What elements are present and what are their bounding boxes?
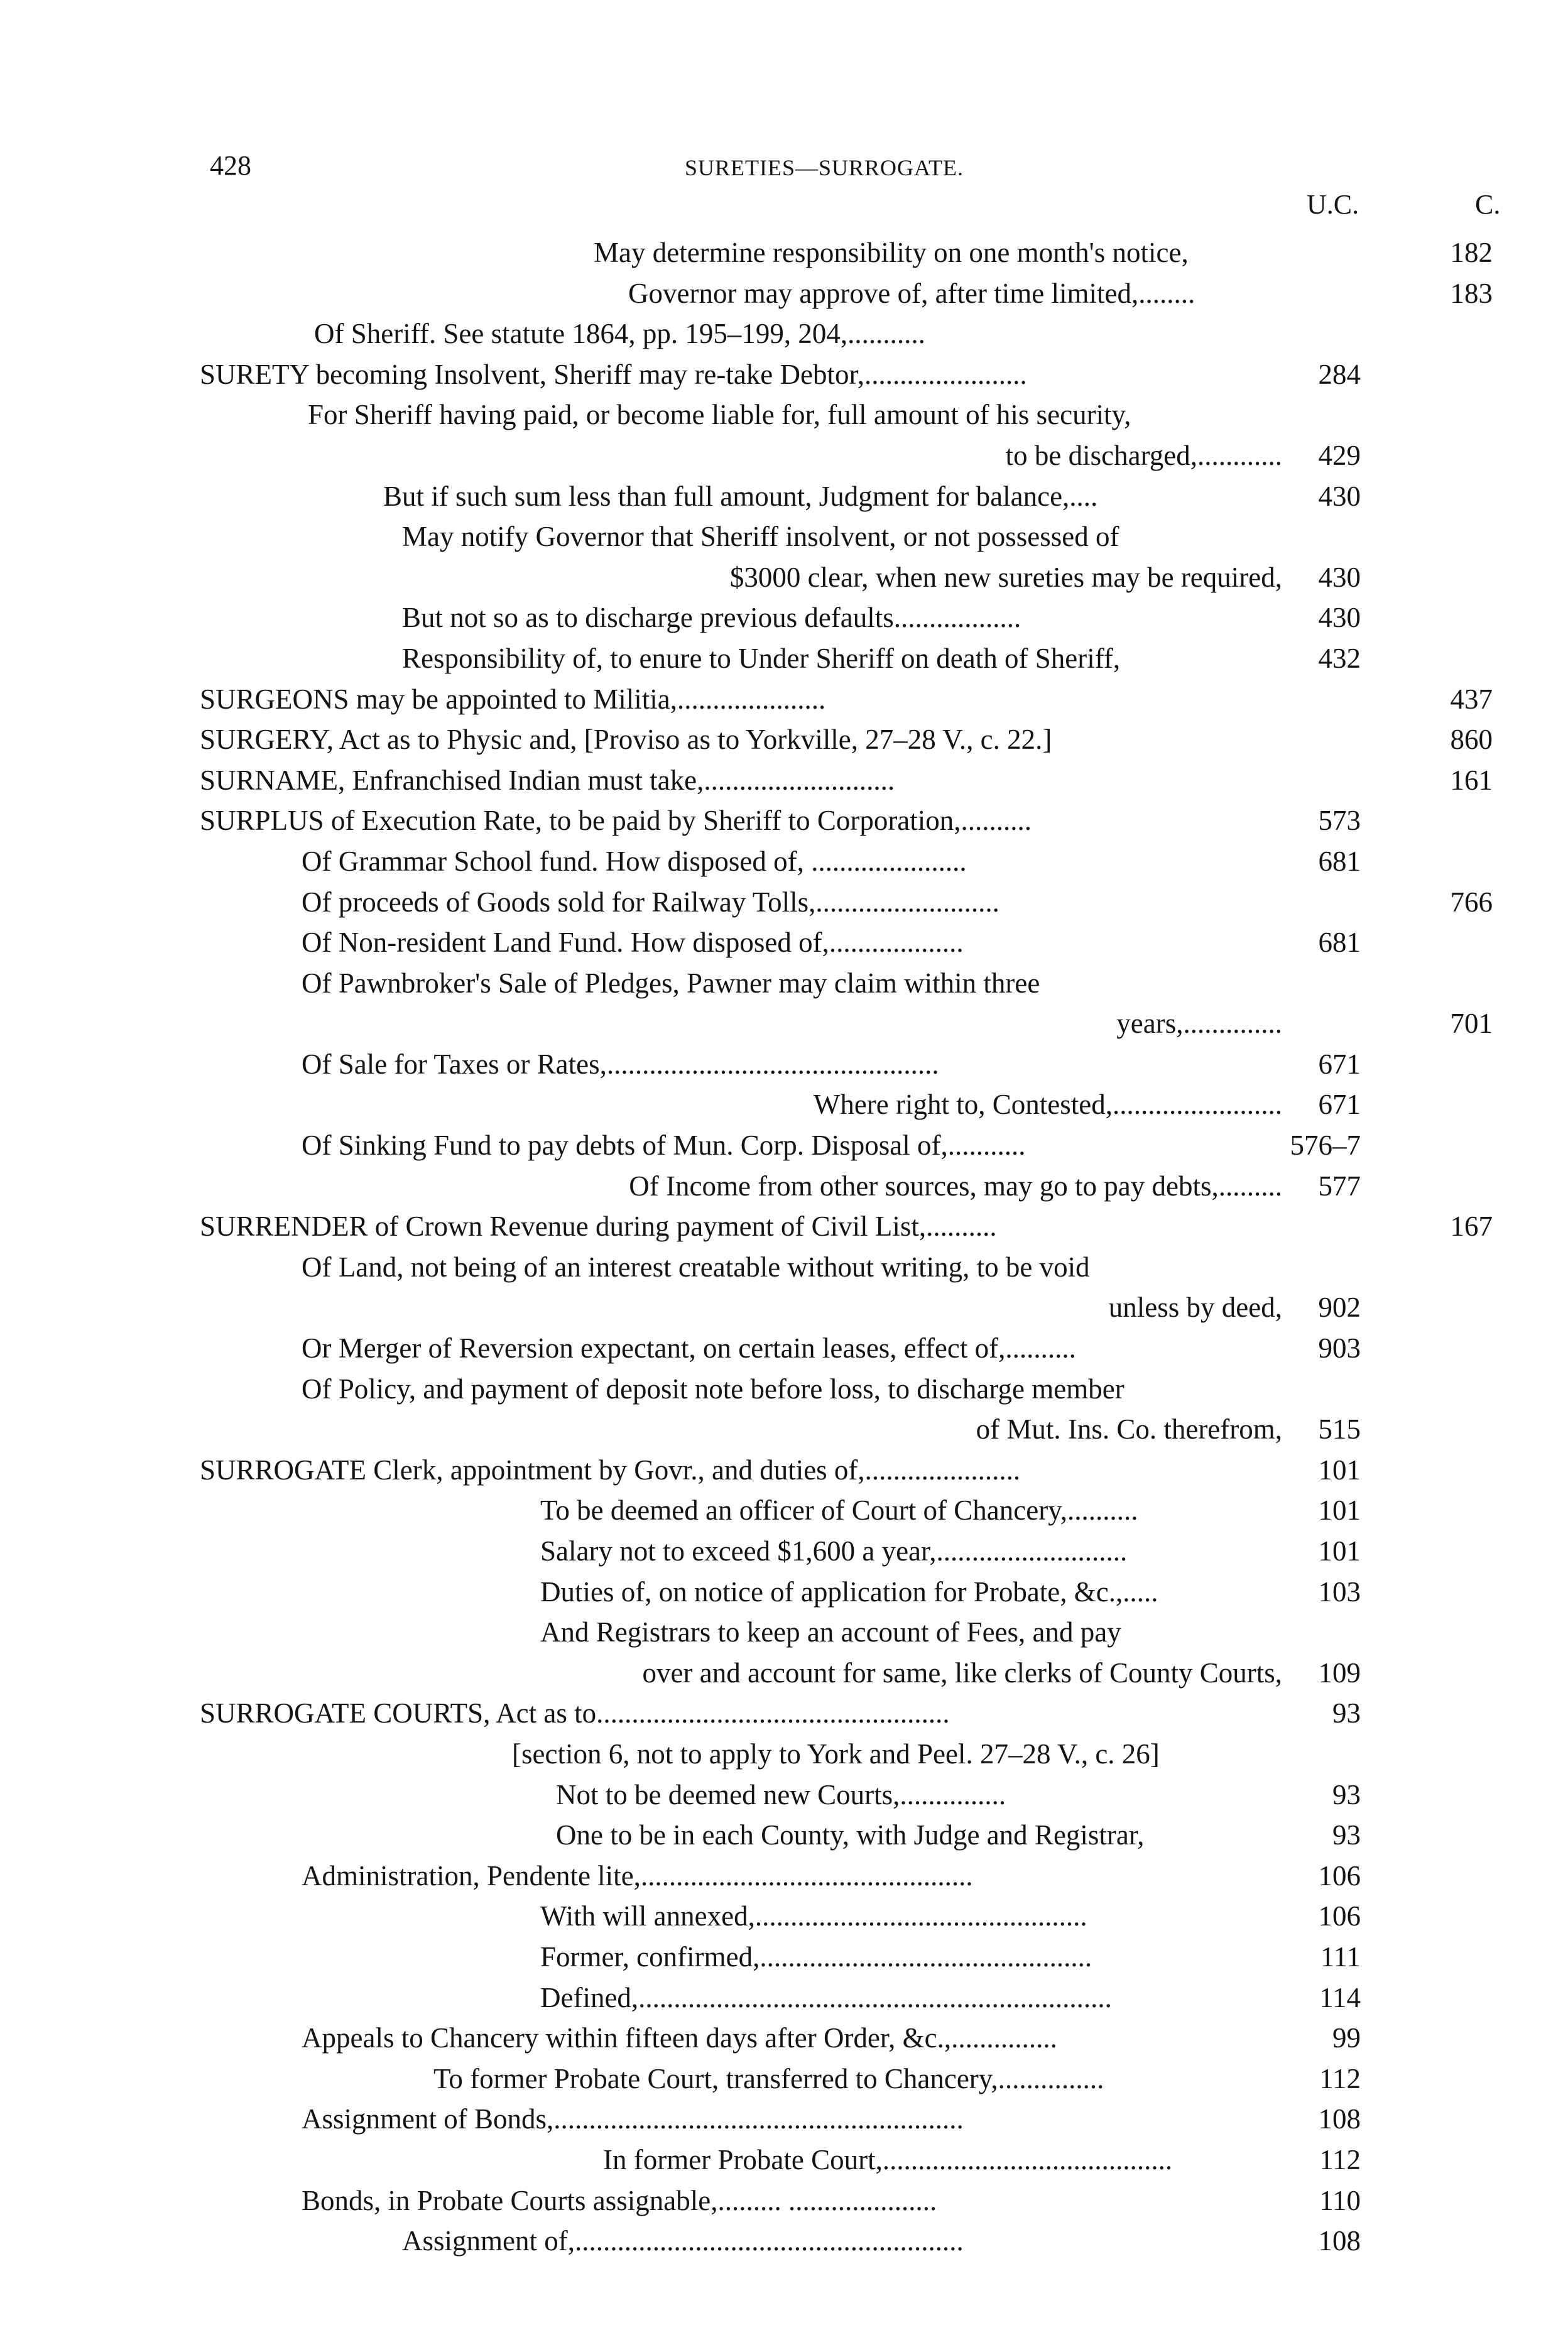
entry-uc-page: 430 bbox=[1318, 480, 1361, 512]
entry-uc-page: 108 bbox=[1318, 2225, 1361, 2257]
entry-text: Not to be deemed new Courts,............... bbox=[556, 1778, 1006, 1810]
entry-uc-page: 110 bbox=[1319, 2184, 1361, 2216]
index-entry bbox=[0, 1044, 1568, 1085]
entry-text: Of Grammar School fund. How disposed of, ...................... bbox=[302, 845, 967, 877]
index-entry bbox=[0, 1003, 1568, 1044]
entry-uc-page: 111 bbox=[1320, 1941, 1361, 1973]
entry-text: years,.............. bbox=[1116, 1008, 1282, 1040]
index-entry bbox=[0, 2018, 1568, 2059]
entry-text: But not so as to discharge previous defaults.................. bbox=[402, 602, 1021, 634]
index-entry bbox=[0, 963, 1568, 1004]
entry-text: Salary not to exceed $1,600 a year,........................... bbox=[540, 1535, 1128, 1567]
entry-text: Appeals to Chancery within fifteen days after Order, &c.,............... bbox=[302, 2022, 1057, 2054]
entry-uc-page: 430 bbox=[1318, 561, 1361, 593]
index-entry bbox=[0, 2180, 1568, 2221]
entry-text: Of Income from other sources, may go to pay debts,......... bbox=[629, 1170, 1282, 1202]
entry-uc-page: 101 bbox=[1318, 1454, 1361, 1486]
index-entry bbox=[0, 1815, 1568, 1856]
entry-uc-page: 903 bbox=[1318, 1332, 1361, 1364]
index-entry bbox=[0, 1247, 1568, 1288]
index-entry bbox=[0, 1978, 1568, 2018]
entry-text: Administration, Pendente lite,............................................... bbox=[302, 1859, 973, 1892]
index-entry bbox=[0, 1166, 1568, 1207]
index-entry bbox=[0, 1653, 1568, 1694]
entry-text: Assignment of,....................................................... bbox=[402, 2225, 964, 2257]
entry-uc-page: 902 bbox=[1318, 1292, 1361, 1324]
index-entry bbox=[0, 354, 1568, 395]
page-number: 428 bbox=[210, 150, 251, 181]
entry-text: In former Probate Court,......................................... bbox=[603, 2143, 1173, 2175]
index-entry bbox=[0, 2059, 1568, 2099]
index-entry bbox=[0, 2099, 1568, 2140]
index-entry bbox=[0, 476, 1568, 517]
entry-text: Former, confirmed,............................................... bbox=[540, 1941, 1092, 1973]
entry-text: For Sheriff having paid, or become liable for, full amount of his security, bbox=[308, 399, 1131, 431]
index-entry bbox=[0, 1287, 1568, 1328]
entry-text: Of Non-resident Land Fund. How disposed of,................... bbox=[302, 927, 964, 959]
index-entry bbox=[0, 679, 1568, 720]
entry-uc-page: 681 bbox=[1318, 927, 1361, 959]
entry-text: unless by deed, bbox=[1108, 1292, 1282, 1324]
entry-text: Of Land, not being of an interest creatable without writing, to be void bbox=[302, 1251, 1090, 1283]
entry-text: Defined,................................................................... bbox=[540, 1981, 1112, 2013]
entry-uc-page: 671 bbox=[1318, 1089, 1361, 1121]
index-entry bbox=[0, 1572, 1568, 1613]
entry-c-page: 182 bbox=[1450, 237, 1493, 268]
entry-text: With will annexed,............................................... bbox=[540, 1900, 1087, 1932]
index-entry bbox=[0, 1125, 1568, 1166]
entry-uc-page: 576–7 bbox=[1290, 1130, 1361, 1162]
index-entry bbox=[0, 1734, 1568, 1775]
index-entry bbox=[0, 557, 1568, 598]
index-entry bbox=[0, 1531, 1568, 1572]
entry-text: SURRENDER of Crown Revenue during payment of Civil List,.......... bbox=[200, 1211, 997, 1243]
entry-uc-page: 109 bbox=[1318, 1657, 1361, 1689]
entry-text: [section 6, not to apply to York and Peel. 27–28 V., c. 26] bbox=[512, 1738, 1160, 1770]
entry-text: SURROGATE Clerk, appointment by Govr., and duties of,...................... bbox=[200, 1454, 1021, 1486]
entry-uc-page: 93 bbox=[1332, 1778, 1361, 1810]
entry-uc-page: 515 bbox=[1318, 1413, 1361, 1445]
index-entry bbox=[0, 1775, 1568, 1816]
index-entry bbox=[0, 1490, 1568, 1531]
entry-text: over and account for same, like clerks of County Courts, bbox=[642, 1657, 1282, 1689]
entry-text: But if such sum less than full amount, Judgment for balance,.... bbox=[383, 480, 1098, 512]
index-entry bbox=[0, 1896, 1568, 1937]
entry-text: Of Pawnbroker's Sale of Pledges, Pawner may claim within three bbox=[302, 967, 1040, 999]
entry-c-page: 766 bbox=[1450, 886, 1493, 918]
index-entry bbox=[0, 1328, 1568, 1369]
entry-text: Duties of, on notice of application for Probate, &c.,..... bbox=[540, 1576, 1158, 1608]
entry-uc-page: 112 bbox=[1319, 2143, 1361, 2175]
index-entry bbox=[0, 395, 1568, 435]
entry-uc-page: 101 bbox=[1318, 1535, 1361, 1567]
index-entry bbox=[0, 800, 1568, 841]
index-entry bbox=[0, 313, 1568, 354]
entry-text: Governor may approve of, after time limited,........ bbox=[628, 277, 1195, 309]
entry-c-page: 161 bbox=[1450, 764, 1493, 796]
entry-text: To former Probate Court, transferred to Chancery,............... bbox=[433, 2062, 1104, 2094]
entry-c-page: 437 bbox=[1450, 683, 1493, 715]
entry-uc-page: 430 bbox=[1318, 602, 1361, 634]
running-head: SURETIES—SURROGATE. bbox=[685, 155, 964, 180]
entry-uc-page: 114 bbox=[1319, 1981, 1361, 2013]
column-heading-uc: U.C. bbox=[1307, 189, 1359, 220]
entry-text: One to be in each County, with Judge and Registrar, bbox=[556, 1819, 1145, 1851]
index-entry bbox=[0, 435, 1568, 476]
entry-uc-page: 671 bbox=[1318, 1048, 1361, 1080]
entry-uc-page: 681 bbox=[1318, 845, 1361, 877]
entry-text: of Mut. Ins. Co. therefrom, bbox=[976, 1413, 1282, 1445]
index-entry bbox=[0, 232, 1568, 273]
entry-text: Of Policy, and payment of deposit note before loss, to discharge member bbox=[302, 1373, 1124, 1405]
entry-text: May determine responsibility on one month's notice, bbox=[594, 237, 1189, 268]
entry-uc-page: 99 bbox=[1332, 2022, 1361, 2054]
entry-text: Of Sale for Taxes or Rates,............................................... bbox=[302, 1048, 939, 1080]
entry-uc-page: 577 bbox=[1318, 1170, 1361, 1202]
entry-text: SURGERY, Act as to Physic and, [Proviso as to Yorkville, 27–28 V., c. 22.] bbox=[200, 724, 1052, 756]
entry-uc-page: 106 bbox=[1318, 1900, 1361, 1932]
index-entry bbox=[0, 1409, 1568, 1450]
entry-text: Or Merger of Reversion expectant, on certain leases, effect of,.......... bbox=[302, 1332, 1076, 1364]
entry-text: SURGEONS may be appointed to Militia,..................... bbox=[200, 683, 826, 715]
index-entry bbox=[0, 719, 1568, 760]
entry-text: SURNAME, Enfranchised Indian must take,........................... bbox=[200, 764, 895, 796]
index-entry bbox=[0, 841, 1568, 882]
index-entry bbox=[0, 597, 1568, 638]
entry-uc-page: 108 bbox=[1318, 2103, 1361, 2135]
index-entry bbox=[0, 882, 1568, 923]
index-entry bbox=[0, 1206, 1568, 1247]
index-entry bbox=[0, 760, 1568, 801]
entry-text: Of Sinking Fund to pay debts of Mun. Corp. Disposal of,........... bbox=[302, 1130, 1026, 1162]
index-entry bbox=[0, 1693, 1568, 1734]
entry-c-page: 860 bbox=[1450, 724, 1493, 756]
entry-text: $3000 clear, when new sureties may be required, bbox=[729, 561, 1282, 593]
entry-text: And Registrars to keep an account of Fees, and pay bbox=[540, 1616, 1121, 1648]
entry-c-page: 701 bbox=[1450, 1008, 1493, 1040]
entry-text: Where right to, Contested,........................ bbox=[813, 1089, 1282, 1121]
entry-uc-page: 429 bbox=[1318, 439, 1361, 471]
entry-text: May notify Governor that Sheriff insolvent, or not possessed of bbox=[402, 521, 1119, 553]
entry-uc-page: 112 bbox=[1319, 2062, 1361, 2094]
entry-text: Bonds, in Probate Courts assignable,......... ..................... bbox=[302, 2184, 937, 2216]
entry-text: To be deemed an officer of Court of Chancery,.......... bbox=[540, 1494, 1138, 1527]
entry-uc-page: 106 bbox=[1318, 1859, 1361, 1892]
entry-uc-page: 101 bbox=[1318, 1494, 1361, 1527]
entry-text: SURROGATE COURTS, Act as to.................................................. bbox=[200, 1697, 950, 1729]
column-heading-c: C. bbox=[1475, 189, 1501, 220]
entry-uc-page: 432 bbox=[1318, 642, 1361, 674]
index-entry bbox=[0, 922, 1568, 963]
entry-uc-page: 93 bbox=[1332, 1819, 1361, 1851]
entry-uc-page: 93 bbox=[1332, 1697, 1361, 1729]
index-entry bbox=[0, 273, 1568, 314]
entry-text: Of Sheriff. See statute 1864, pp. 195–199, 204,........... bbox=[314, 318, 925, 350]
index-entry bbox=[0, 2221, 1568, 2262]
index-entry bbox=[0, 1937, 1568, 1978]
entry-uc-page: 284 bbox=[1318, 358, 1361, 390]
entry-uc-page: 103 bbox=[1318, 1576, 1361, 1608]
index-entry bbox=[0, 638, 1568, 679]
index-entry bbox=[0, 516, 1568, 557]
entry-text: Assignment of Bonds,.......................................................... bbox=[302, 2103, 964, 2135]
entry-text: Of proceeds of Goods sold for Railway Tolls,.......................... bbox=[302, 886, 999, 918]
entry-c-page: 167 bbox=[1450, 1211, 1493, 1243]
index-entry bbox=[0, 1084, 1568, 1125]
index-entry bbox=[0, 1612, 1568, 1653]
index-entries bbox=[0, 232, 1568, 2262]
index-entry bbox=[0, 1856, 1568, 1897]
entry-text: to be discharged,............ bbox=[1005, 439, 1282, 471]
index-entry bbox=[0, 1450, 1568, 1491]
entry-text: Responsibility of, to enure to Under Sheriff on death of Sheriff, bbox=[402, 642, 1121, 674]
index-entry bbox=[0, 1369, 1568, 1410]
entry-uc-page: 573 bbox=[1318, 805, 1361, 837]
index-entry bbox=[0, 2140, 1568, 2180]
entry-text: SURETY becoming Insolvent, Sheriff may re-take Debtor,....................... bbox=[200, 358, 1027, 390]
entry-text: SURPLUS of Execution Rate, to be paid by Sheriff to Corporation,.......... bbox=[200, 805, 1032, 837]
entry-c-page: 183 bbox=[1450, 277, 1493, 309]
